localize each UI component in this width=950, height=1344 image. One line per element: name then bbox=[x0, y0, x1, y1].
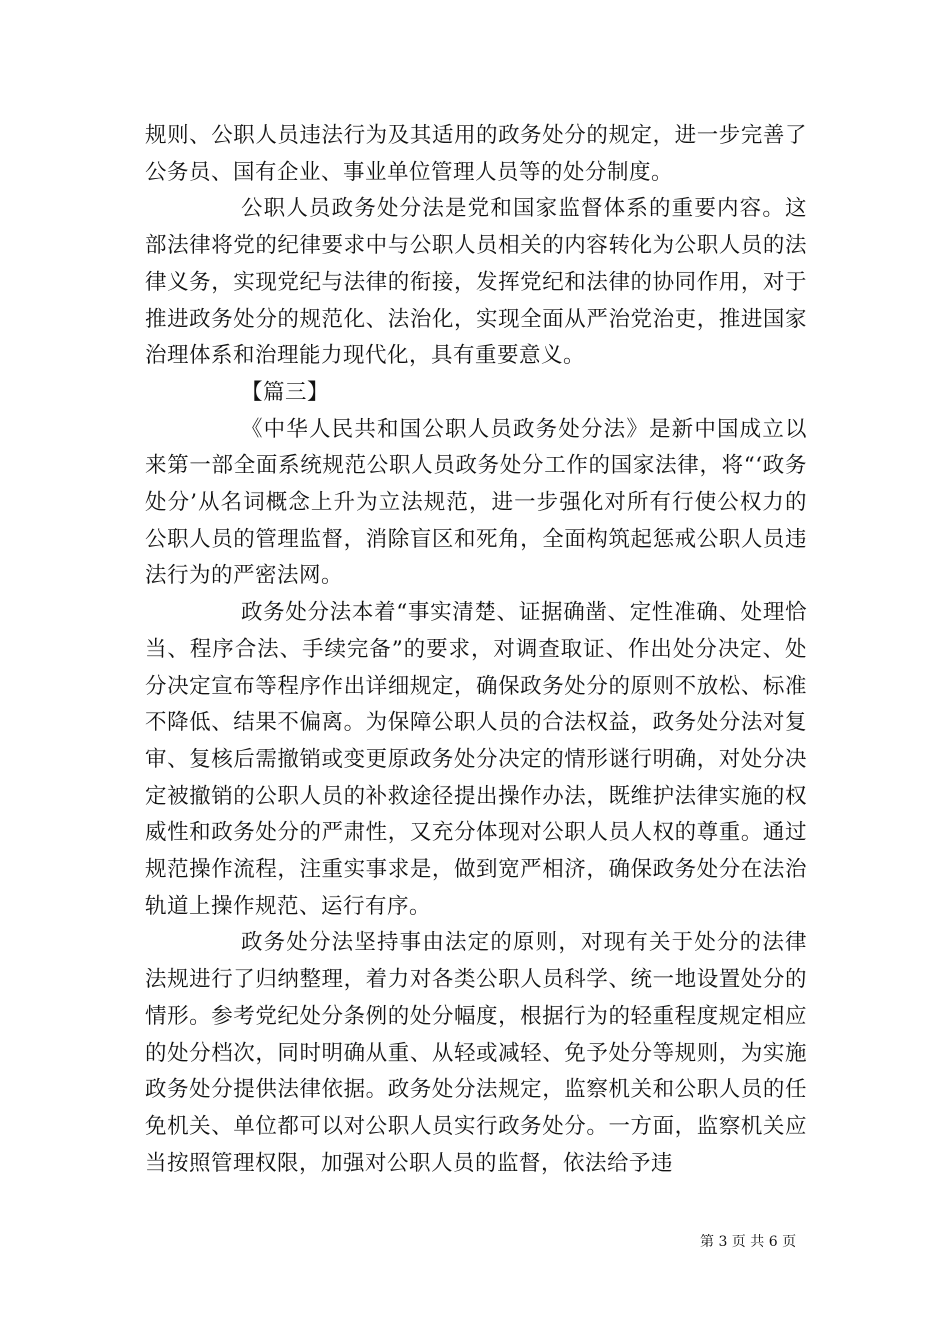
paragraph-procedures: 政务处分法本着“事实清楚、证据确凿、定性准确、处理恰当、程序合法、手续完备”的要求，对调查取证、作出处分决定、处分决定宣布等程序作出详细规定，确保政务处分的原则不放松、标准不降低、结果不偏离。为保障公职人员的合法权益，政务处分法对复审、复核后需撤销或变更原政务处分决定的情形谜行明确，对处分决定被撤销的公职人员的补救途径提出操作办法，既维护法律实施的权威性和政务处分的严肃性，又充分体现对公职人员人权的尊重。通过规范操作流程，注重实事求是，做到宽严相济，确保政务处分在法治轨道上操作规范、运行有序。 bbox=[145, 600, 807, 919]
paragraph-law-introduction: 《中华人民共和国公职人员政务处分法》是新中国成立以来第一部全面系统规范公职人员政务处分工作的国家法律，将“‘政务处分’从名词概念上升为立法规范，进一步强化对所有行使公权力的公职人员的管理监督，消除盲区和死角，全面构筑起惩戒公职人员违法行为的严密法网。 bbox=[145, 416, 807, 589]
section-heading: 【篇三】 bbox=[241, 379, 330, 405]
page-number: 第 3 页 共 6 页 bbox=[700, 1234, 797, 1250]
document-body bbox=[145, 118, 807, 1182]
paragraph-continuation: 规则、公职人员违法行为及其适用的政务处分的规定，进一步完善了公务员、国有企业、事业单位管理人员等的处分制度。 bbox=[145, 123, 807, 185]
paragraph-legal-principles: 政务处分法坚持事由法定的原则，对现有关于处分的法律法规进行了归纳整理，着力对各类公职人员科学、统一地设置处分的情形。参考党纪处分条例的处分幅度，根据行为的轻重程度规定相应的处分档次，同时明确从重、从轻或减轻、免予处分等规则，为实施政务处分提供法律依据。政务处分法规定，监察机关和公职人员的任免机关、单位都可以对公职人员实行政务处分。一方面，监察机关应当按照管理权限，加强对公职人员的监督，依法给予违 bbox=[145, 930, 807, 1176]
paragraph-supervision-system: 公职人员政务处分法是党和国家监督体系的重要内容。这部法律将党的纪律要求中与公职人员相关的内容转化为公职人员的法律义务，实现党纪与法律的衔接，发挥党纪和法律的协同作用，对于推进政务处分的规范化、法治化，实现全面从严治党治吏，推进国家治理体系和治理能力现代化，具有重要意义。 bbox=[145, 196, 807, 369]
